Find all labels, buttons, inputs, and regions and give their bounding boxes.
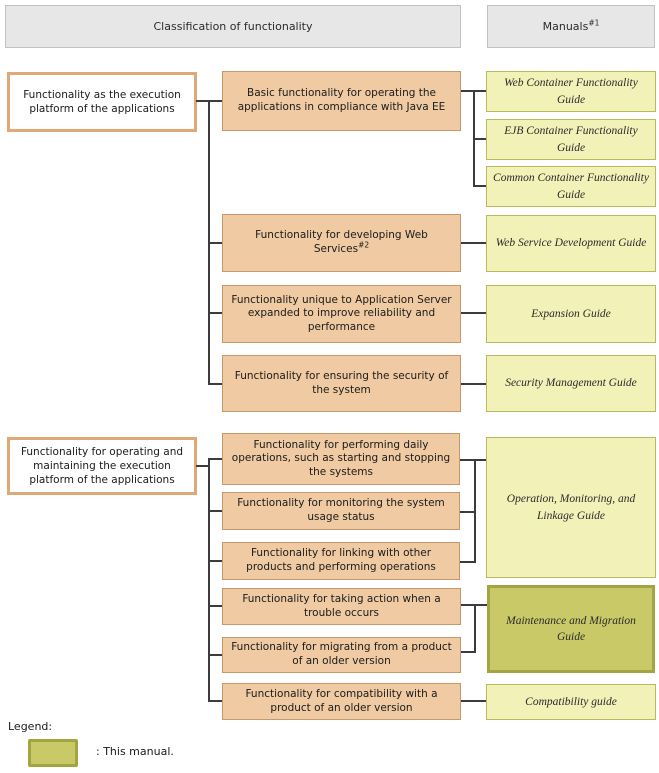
manual-title: Web Service Development Guide xyxy=(495,237,647,250)
column-header-manuals xyxy=(487,5,655,48)
connector-line xyxy=(208,510,222,512)
connector-line xyxy=(208,242,222,244)
connector-line xyxy=(473,138,486,140)
column-header-classification-label: Classification of functionality xyxy=(153,20,313,33)
connector-line xyxy=(208,700,222,702)
connector-line xyxy=(208,458,210,702)
connector-line xyxy=(460,561,474,563)
manual-box-web-container xyxy=(486,71,656,112)
legend-title: Legend: xyxy=(8,720,53,733)
manual-title: EJB Container Functionality Guide xyxy=(504,125,638,154)
manual-title: Web Container Functionality Guide xyxy=(504,77,638,106)
connector-line xyxy=(461,651,474,653)
function-label: Functionality for ensuring the security of the system xyxy=(234,369,449,396)
function-label: Functionality unique to Application Server expanded to improve reliability and performance xyxy=(231,293,452,333)
manual-box-expansion xyxy=(486,285,656,343)
function-label: Functionality for compatibility with a product of an older version xyxy=(245,687,438,714)
category-label: Functionality for operating and maintaining the execution platform of the applications xyxy=(20,445,184,487)
column-header-classification xyxy=(5,5,461,48)
function-box-reliability-performance xyxy=(222,285,461,343)
manual-box-security-management xyxy=(486,355,656,412)
manual-box-common-container xyxy=(486,166,656,207)
manual-box-compatibility-guide xyxy=(486,684,656,720)
legend-this-manual-swatch xyxy=(28,739,78,767)
category-label: Functionality as the execution platform of the applications xyxy=(23,88,181,115)
manual-title: Compatibility guide xyxy=(525,695,617,708)
connector-line xyxy=(461,242,486,244)
category-box-operating-maintaining xyxy=(7,437,197,495)
connector-line xyxy=(461,383,486,385)
manual-title: Maintenance and Migration Guide xyxy=(506,614,636,643)
connector-line xyxy=(208,312,222,314)
connector-line xyxy=(460,459,486,461)
connector-line xyxy=(473,185,486,187)
function-box-trouble-action xyxy=(222,588,461,625)
function-label: Functionality for monitoring the system usage status xyxy=(237,497,445,523)
connector-line xyxy=(474,459,476,563)
function-label: Functionality for performing daily operations, such as starting and stopping the systems xyxy=(231,438,451,478)
manual-title: Common Container Functionality Guide xyxy=(493,172,649,201)
manual-title: Operation, Monitoring, and Linkage Guide xyxy=(506,493,636,522)
connector-line xyxy=(208,605,222,607)
function-box-compatibility xyxy=(222,683,461,720)
manual-box-operation-monitoring-linkage xyxy=(486,437,656,578)
category-box-execution-platform xyxy=(7,72,197,132)
legend-this-manual-label: : This manual. xyxy=(96,745,174,758)
manual-title: Security Management Guide xyxy=(505,377,637,390)
manuals-footnote-marker: #1 xyxy=(588,18,600,28)
connector-line xyxy=(474,604,476,653)
connector-line xyxy=(208,560,222,562)
function-box-basic-java-ee xyxy=(222,71,461,131)
function-label: Basic functionality for operating the applications in compliance with Java EE xyxy=(237,87,446,113)
column-header-manuals-label: Manuals$^{\#1}$ xyxy=(542,18,600,33)
manual-box-ejb-container xyxy=(486,119,656,160)
connector-line xyxy=(460,511,474,513)
connector-line xyxy=(461,700,486,702)
connector-line xyxy=(461,312,486,314)
function-label: Functionality for migrating from a product of an older version xyxy=(231,641,452,667)
connector-line xyxy=(208,383,222,385)
function-box-daily-operations xyxy=(222,433,460,485)
manual-box-maintenance-migration xyxy=(487,585,655,673)
function-box-security xyxy=(222,355,461,412)
manual-box-web-service-development xyxy=(486,215,656,272)
manual-title: Expansion Guide xyxy=(531,307,611,320)
connector-line xyxy=(208,458,222,460)
function-box-monitoring xyxy=(222,492,460,530)
function-label: Functionality for developing Web Services$^{\#2}$ xyxy=(255,229,428,255)
function-label: Functionality for linking with other products and performing operations xyxy=(246,547,436,573)
function-box-migrating xyxy=(222,637,461,673)
function-box-web-services xyxy=(222,214,461,272)
web-services-footnote-marker: #2 xyxy=(358,240,370,250)
connector-line xyxy=(208,654,222,656)
function-label: Functionality for taking action when a trouble occurs xyxy=(242,592,441,619)
function-box-linking xyxy=(222,542,460,580)
